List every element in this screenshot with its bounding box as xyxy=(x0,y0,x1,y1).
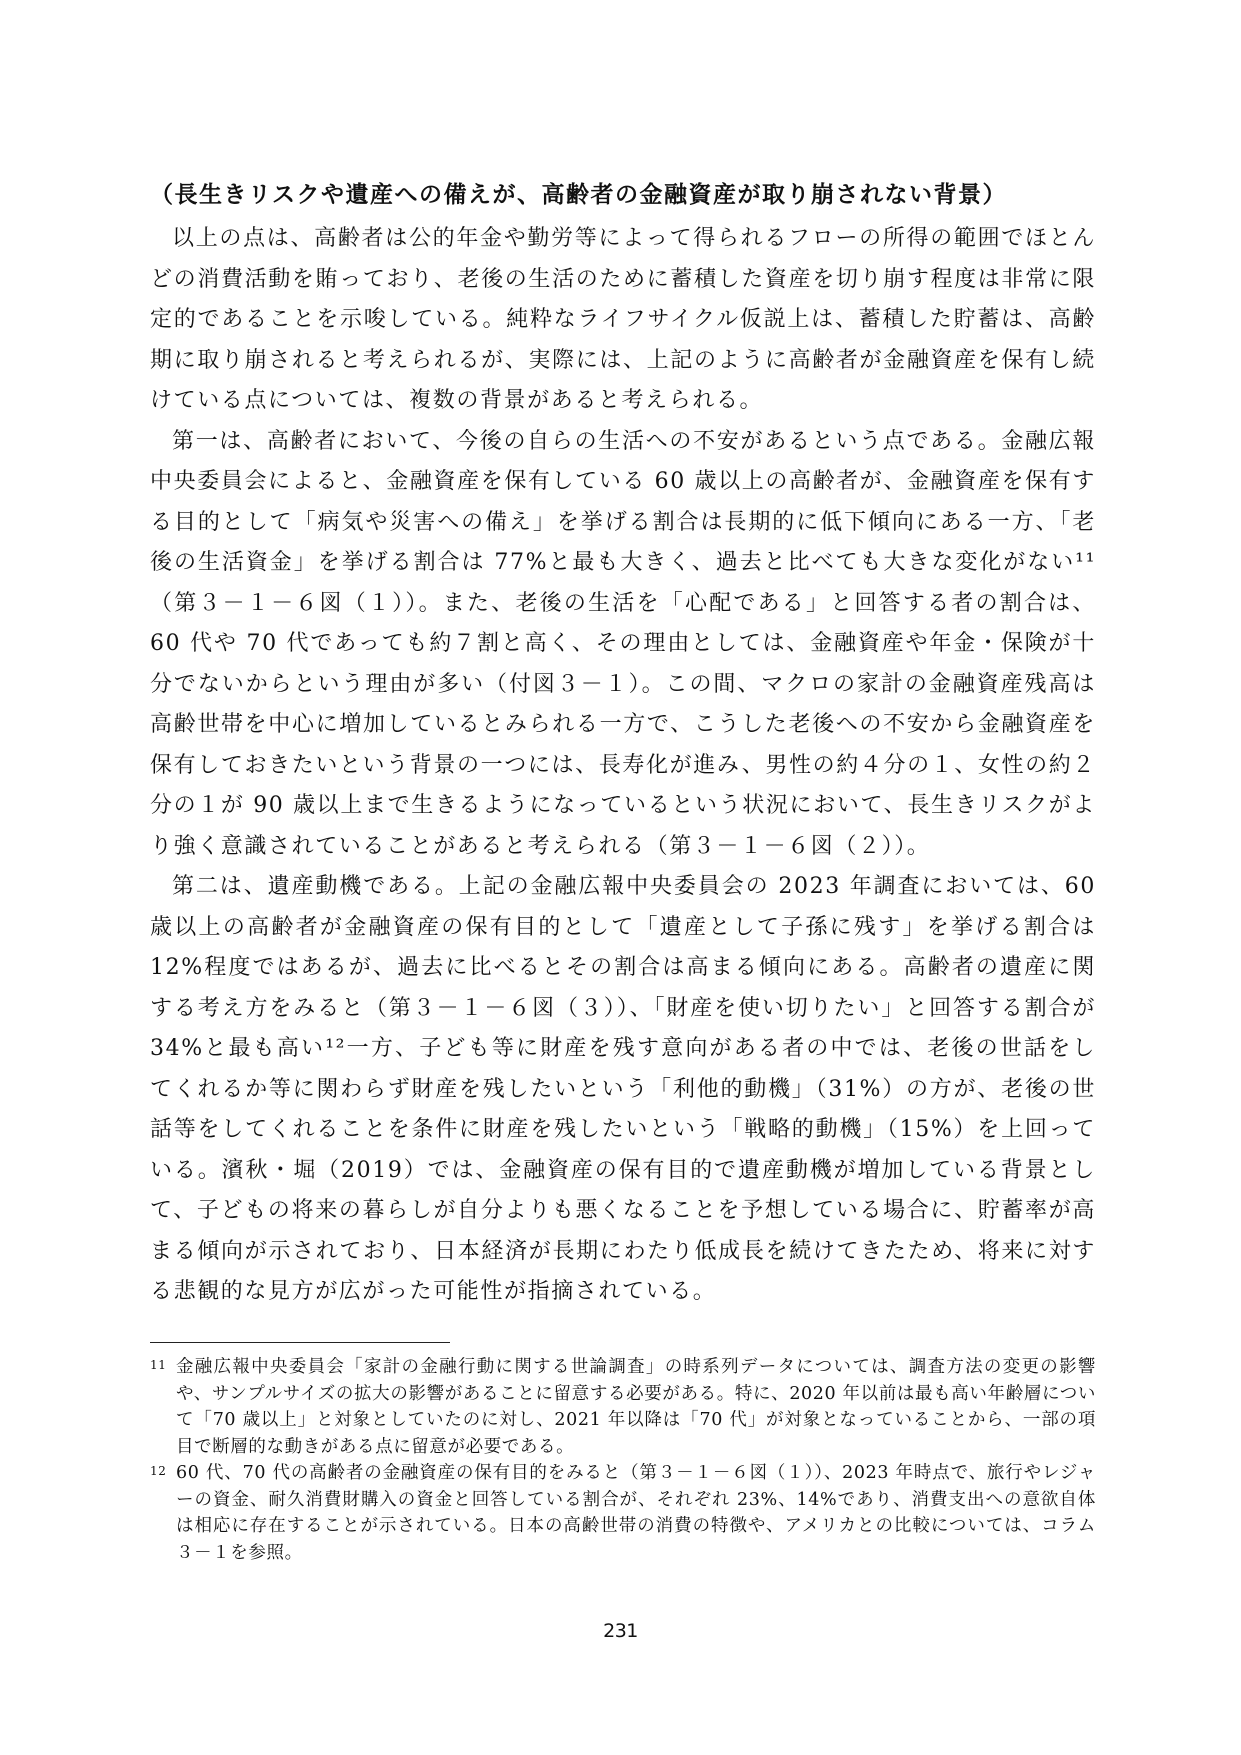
footnote-number: 11 xyxy=(150,1358,167,1372)
footnote-number: 12 xyxy=(150,1464,167,1478)
footnote-text: 金融広報中央委員会「家計の金融行動に関する世論調査」の時系列データについては、調査方法の変更の影響や、サンプルサイズの拡大の影響があることに留意する必要がある。特に、2020 年以前は最も高い年齢層について「70 歳以上」と対象としていたのに対し、2021 年以降は「70 代」が対象となっていることから、一部の項目で断層的な動きがある点に留意が必要である。 xyxy=(176,1357,1096,1457)
footnotes xyxy=(150,1354,1096,1566)
body-text xyxy=(150,219,1096,1313)
section-heading: （長生きリスクや遺産への備えが、高齢者の金融資産が取り崩されない背景） xyxy=(150,182,1008,208)
footnote xyxy=(150,1354,1096,1460)
footnote-divider xyxy=(150,1342,450,1343)
footnote xyxy=(150,1460,1096,1566)
footnote-text: 60 代、70 代の高齢者の金融資産の保有目的をみると（第３－１－６図（１））、2023 年時点で、旅行やレジャーの資金、耐久消費財購入の資金と回答している割合が、それぞれ 23%、14%であり、消費支出への意欲自体は相応に存在することが示されている。日本の高齢世帯の消費の特徴や、アメリカとの比較については、コラム３－１を参照。 xyxy=(176,1463,1096,1563)
paragraph: 第一は、高齢者において、今後の自らの生活への不安があるという点である。金融広報中央委員会によると、金融資産を保有している 60 歳以上の高齢者が、金融資産を保有する目的として「病気や災害への備え」を挙げる割合は長期的に低下傾向にある一方、「老後の生活資金」を挙げる割合は 77%と最も大きく、過去と比べても大きな変化がない¹¹（第３－１－６図（１））。また、老後の生活を「心配である」と回答する者の割合は、60 代や 70 代であっても約７割と高く、その理由としては、金融資産や年金・保険が十分でないからという理由が多い（付図３－１）。この間、マクロの家計の金融資産残高は高齢世帯を中心に増加しているとみられる一方で、こうした老後への不安から金融資産を保有しておきたいという背景の一つには、長寿化が進み、男性の約４分の１、女性の約２分の１が 90 歳以上まで生きるようになっているという状況において、長生きリスクがより強く意識されていることがあると考えられる（第３－１－６図（２））。 xyxy=(150,428,1096,859)
paragraph: 第二は、遺産動機である。上記の金融広報中央委員会の 2023 年調査においては、60 歳以上の高齢者が金融資産の保有目的として「遺産として子孫に残す」を挙げる割合は 12%程度ではあるが、過去に比べるとその割合は高まる傾向にある。高齢者の遺産に関する考え方をみると（第３－１－６図（３））、「財産を使い切りたい」と回答する割合が 34%と最も高い¹²一方、子ども等に財産を残す意向がある者の中では、老後の世話をしてくれるか等に関わらず財産を残したいという「利他的動機」（31%）の方が、老後の世話等をしてくれることを条件に財産を残したいという「戦略的動機」（15%）を上回っている。濱秋・堀（2019）では、金融資産の保有目的で遺産動機が増加している背景として、子どもの将来の暮らしが自分よりも悪くなることを予想している場合に、貯蓄率が高まる傾向が示されており、日本経済が長期にわたり低成長を続けてきたため、将来に対する悲観的な見方が広がった可能性が指摘されている。 xyxy=(150,874,1096,1304)
paragraph: 以上の点は、高齢者は公的年金や勤労等によって得られるフローの所得の範囲でほとんどの消費活動を賄っており、老後の生活のために蓄積した資産を切り崩す程度は非常に限定的であることを示唆している。純粋なライフサイクル仮説上は、蓄積した貯蓄は、高齢期に取り崩されると考えられるが、実際には、上記のように高齢者が金融資産を保有し続けている点については、複数の背景があると考えられる。 xyxy=(150,226,1096,413)
page-number: 231 xyxy=(603,1620,638,1642)
